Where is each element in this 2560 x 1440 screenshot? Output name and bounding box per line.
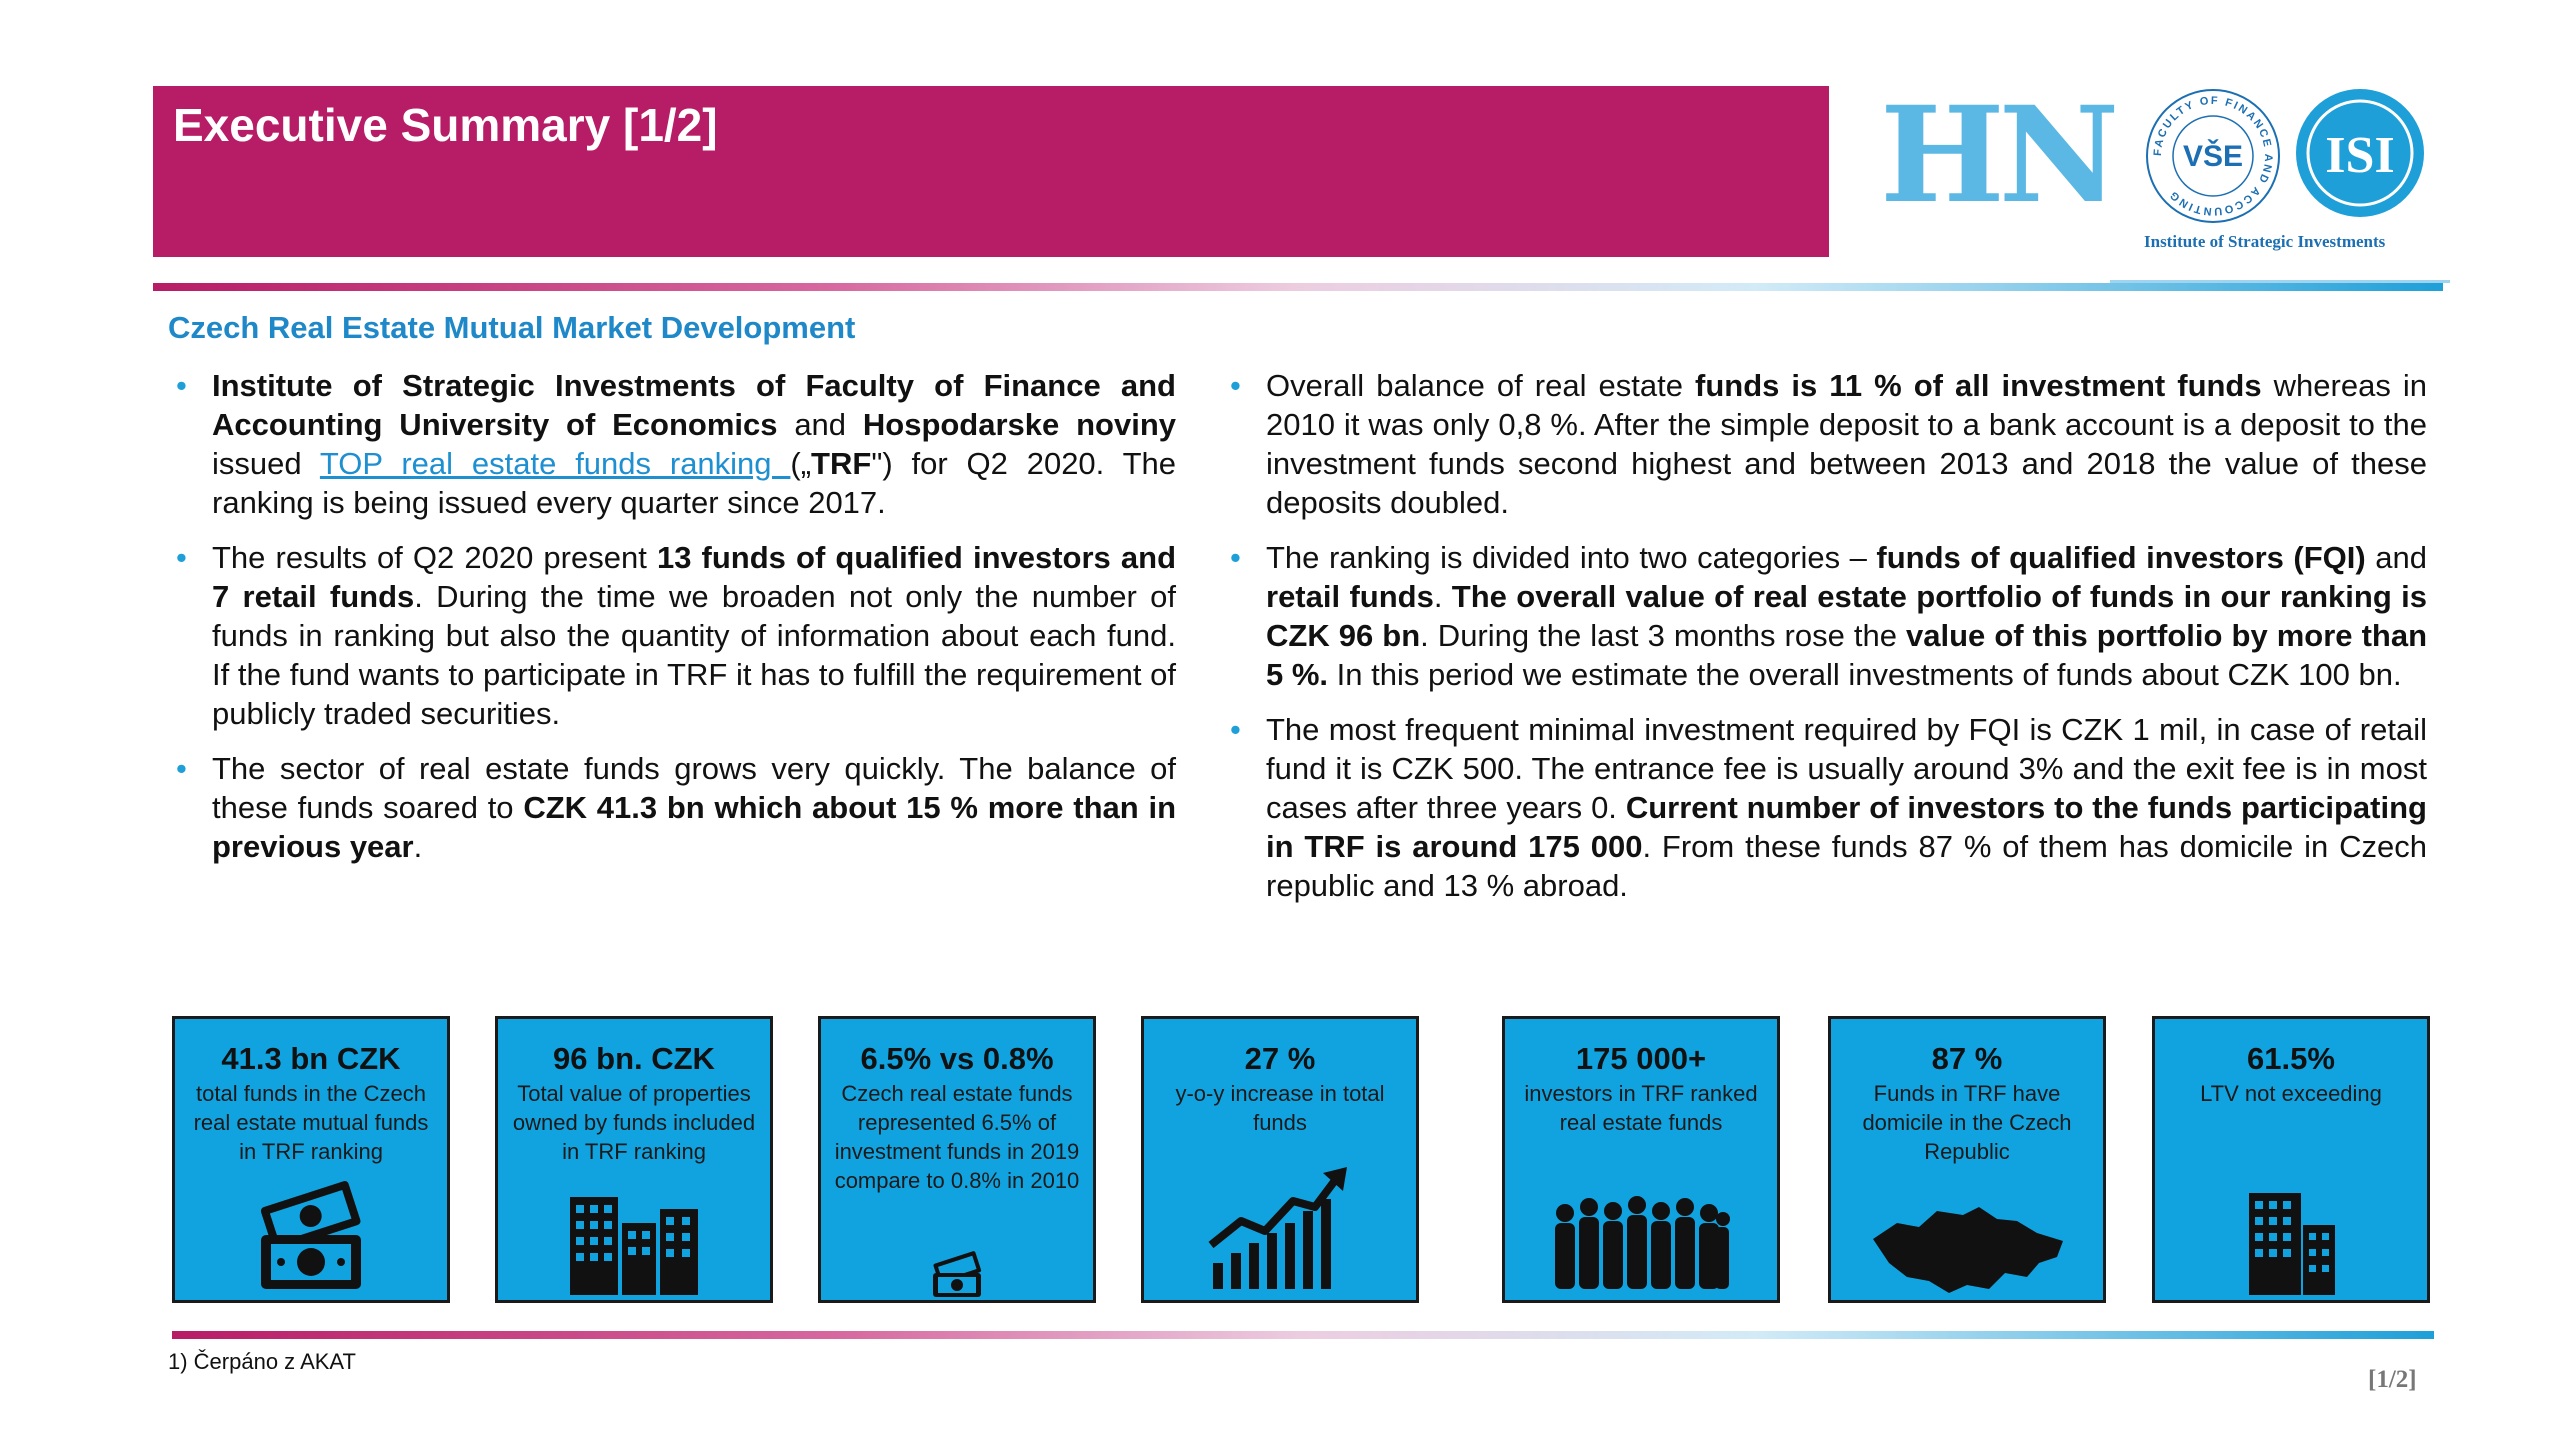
text-run: Overall balance of real estate — [1266, 368, 1695, 403]
stat-box — [1502, 1016, 1780, 1303]
stat-value: 27 % — [1244, 1041, 1316, 1076]
bold-text: 13 funds of qualified investors and 7 retail funds — [212, 540, 1177, 614]
stat-box — [172, 1016, 450, 1303]
text-run: . From these funds 87 % of them has domicile in Czech republic and 13 % abroad. — [1266, 829, 2427, 903]
text-run: In this period we estimate the overall investments of funds about CZK 100 bn. — [1328, 657, 2402, 692]
stat-description: Funds in TRF have domicile in the Czech Republic — [1862, 1081, 2072, 1164]
stat-box — [818, 1016, 1096, 1303]
text-run: . During the time we broaden not only the number of funds in ranking but also the quantity of information about each fund. If the fund wants to participate in TRF it has to fulfill the requirement of publicly traded securities. — [212, 579, 1177, 731]
stat-value: 41.3 bn CZK — [221, 1041, 401, 1076]
money-small-icon — [927, 1251, 987, 1297]
section-title: Czech Real Estate Mutual Market Development — [168, 310, 856, 345]
text-run: The sector of real estate funds grows very quickly. The balance of these funds soared to — [212, 751, 1176, 825]
stat-description: LTV not exceeding — [2200, 1081, 2382, 1106]
stat-box — [2152, 1016, 2430, 1303]
trf-ranking-link[interactable]: TOP real estate funds ranking — [319, 446, 791, 481]
stat-description: Czech real estate funds represented 6.5% of investment funds in 2019 compare to 0.8% in 2010 — [834, 1081, 1080, 1193]
isi-logo — [2295, 88, 2425, 218]
stat-value: 175 000+ — [1575, 1041, 1707, 1076]
text-run: whereas in 2010 it was only 0,8 %. After the simple deposit to a bank account is a deposit to the investment funds second highest and between 2013 and 2018 the value of these deposits doubled. — [1266, 368, 2428, 520]
bold-text: CZK 41.3 bn which about 15 % more than in previous year — [212, 790, 1177, 864]
money-icon — [251, 1177, 371, 1293]
stat-value: 61.5% — [2247, 1041, 2335, 1076]
building-icon — [2243, 1187, 2339, 1295]
isi-caption: Institute of Strategic Investments — [2144, 232, 2386, 251]
bullet-item — [1230, 366, 2427, 522]
header-divider-accent — [2110, 280, 2450, 283]
bullet-item — [176, 538, 1176, 733]
stat-box — [495, 1016, 773, 1303]
crowd-icon — [1551, 1195, 1731, 1293]
left-bullet-list — [176, 366, 1176, 882]
vse-letters: VŠE — [2182, 140, 2244, 173]
text-run: . — [1433, 579, 1452, 614]
footer-divider — [172, 1331, 2434, 1339]
stat-description: total funds in the Czech real estate mutual funds in TRF ranking — [193, 1081, 429, 1164]
page-title: Executive Summary [1/2] — [173, 99, 718, 151]
bold-text: funds of qualified investors (FQI) — [1876, 540, 2366, 575]
bold-text: Current number of investors to the funds participating in TRF is around 175 000 — [1266, 790, 2427, 864]
buildings-icon — [566, 1187, 702, 1295]
stat-description: y-o-y increase in total funds — [1175, 1081, 1385, 1135]
bullet-item — [1230, 710, 2427, 905]
text-run: issued — [212, 446, 320, 481]
bullet-item — [1230, 538, 2427, 694]
czech-map-icon — [1867, 1197, 2067, 1297]
text-run: ") for Q2 2020. The ranking is being issued every quarter since 2017. — [212, 446, 1176, 520]
vse-seal-logo — [2143, 86, 2283, 226]
stat-value: 96 bn. CZK — [553, 1041, 715, 1076]
bold-text: Institute of Strategic Investments of Faculty of Finance and Accounting University of Economics — [212, 368, 1176, 442]
text-run: . During the last 3 months rose the — [1420, 618, 1907, 653]
text-run: and — [777, 407, 863, 442]
bold-text: retail funds — [1266, 579, 1434, 614]
text-run: and — [2365, 540, 2427, 575]
isi-letters: ISI — [2325, 127, 2395, 184]
bold-text: The overall value of real estate portfolio of funds in our ranking is CZK 96 bn — [1266, 579, 2427, 653]
bold-text: Hospodarske noviny — [862, 407, 1176, 442]
stat-value: 87 % — [1931, 1041, 2003, 1076]
stat-box — [1828, 1016, 2106, 1303]
growth-chart-icon — [1205, 1165, 1355, 1291]
bullet-item — [176, 366, 1176, 522]
stat-description: Total value of properties owned by funds included in TRF ranking — [512, 1081, 756, 1164]
hn-logo: HN — [1880, 78, 2114, 233]
page-number: [1/2] — [2368, 1366, 2417, 1393]
text-run: . — [413, 829, 423, 864]
header-divider — [153, 283, 2443, 291]
text-run: The most frequent minimal investment required by FQI is CZK 1 mil, in case of retail fund it is CZK 500. The entrance fee is usually around 3% and the exit fee is in most cases after three years 0. — [1266, 712, 2427, 825]
bullet-item — [176, 749, 1176, 866]
text-run: The ranking is divided into two categories – — [1266, 540, 1877, 575]
bold-text: TRF — [811, 446, 872, 481]
text-run: („ — [790, 446, 812, 481]
bold-text: funds is 11 % of all investment funds — [1695, 368, 2262, 403]
stat-value: 6.5% vs 0.8% — [860, 1041, 1054, 1076]
footnote: 1) Čerpáno z AKAT — [168, 1349, 356, 1374]
vse-seal-text: FACULTY OF FINANCE AND ACCOUNTING — [2151, 94, 2275, 218]
stat-description: investors in TRF ranked real estate funds — [1524, 1081, 1758, 1135]
text-run: The results of Q2 2020 present — [212, 540, 657, 575]
stat-box — [1141, 1016, 1419, 1303]
bold-text: value of this portfolio by more than 5 %. — [1266, 618, 2428, 692]
right-bullet-list — [1230, 366, 2427, 921]
